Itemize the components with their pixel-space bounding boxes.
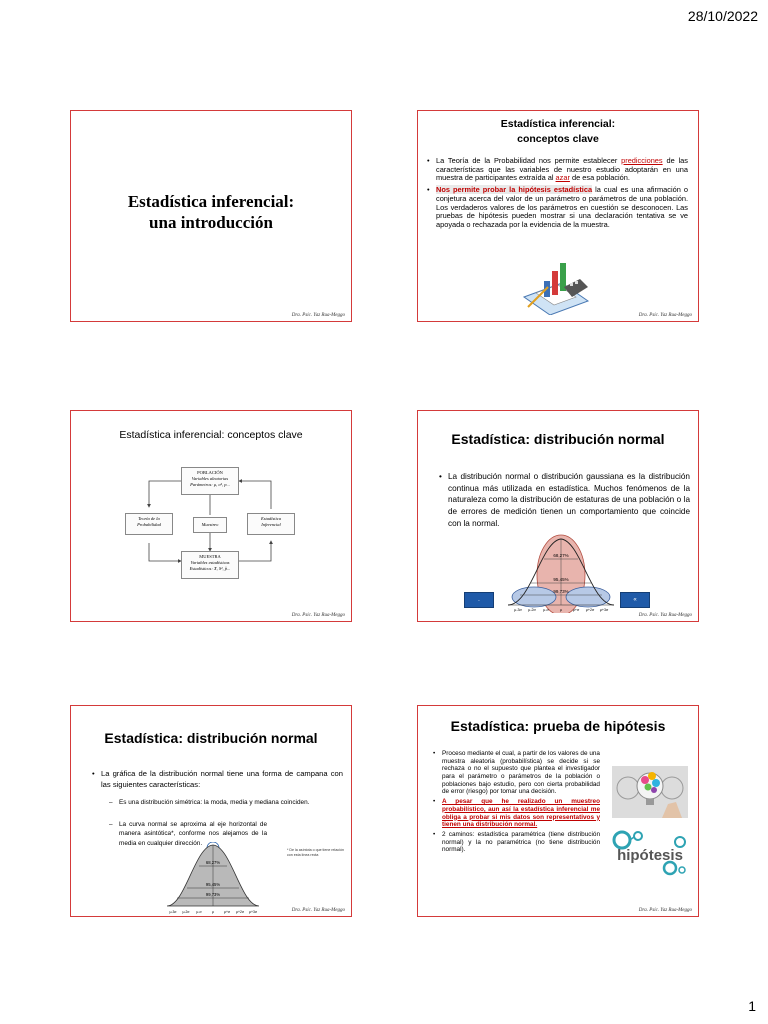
- asintota-note: * De la asíntota o que tiene relación con esta línea recta: [287, 848, 344, 857]
- left-blue-box: .: [464, 592, 494, 608]
- slide-footer: Dra. Psic. Yaz Rua-Meggo: [291, 613, 345, 618]
- bullet-muestreo-probabilistico: • A pesar que he realizado un muestreo probabilístico, aun así la estadística inferencial me obliga a probar si mis datos son representativos y tienen una distribución normal.: [442, 798, 600, 829]
- box-teoria-probabilidad: Teoría de la Probabilidad: [125, 513, 173, 535]
- label-95: 95,45%: [553, 577, 569, 582]
- tick-m1: μ-σ: [543, 608, 549, 612]
- tick-m3: μ-3σ: [169, 910, 177, 914]
- lightbulb-brain-image: [612, 766, 688, 818]
- slide-footer: Dra. Psic. Yaz Rua-Meggo: [638, 908, 692, 913]
- tick-m2: μ-2σ: [528, 608, 536, 612]
- box-estadistica-inferencial: Estadística Inferencial: [247, 513, 295, 535]
- slide-footer: Dra. Psic. Yaz Rua-Meggo: [291, 908, 345, 913]
- tick-p2: μ+2σ: [236, 910, 244, 914]
- label-99: 99,73%: [553, 589, 569, 594]
- tick-mu: μ: [559, 608, 563, 612]
- tick-p3: μ+3σ: [249, 910, 257, 914]
- normal-curve-figure: [506, 531, 616, 613]
- slide-3: [70, 410, 352, 622]
- box-muestreo: Muestreo: [193, 517, 227, 533]
- hipotesis-logo: [608, 828, 694, 878]
- sub-simetrica: – Es una distribución simétrica: la moda, media y mediana coinciden.: [119, 798, 341, 807]
- bullet-campana: • La gráfica de la distribución normal tiene una forma de campana con las siguientes características:: [101, 768, 343, 790]
- page-date: 28/10/2022: [687, 8, 758, 24]
- box-muestra: MUESTRA Variables estadísticas Estadísticos: X̄, S², p̂...: [181, 551, 239, 579]
- bullet-proceso: • Proceso mediante el cual, a partir de los valores de una muestra aleatoria (probabilística) se decide si se rechaza o no el supuesto que plantea el investigador para el parámetro o parámetros de la población o poblaciones bajo estudio, pero con cierta probabilidad de error (riesgo) por tomar una decisión.: [442, 750, 600, 796]
- slide-6: [417, 705, 699, 917]
- hipotesis-logo-text: hipótesis: [617, 847, 683, 864]
- normal-curve-figure-2: [165, 842, 261, 916]
- slide-2-title: Estadística inferencial: conceptos clave: [500, 118, 616, 145]
- slide-5: [70, 705, 352, 917]
- label-68: 68,27%: [205, 860, 221, 865]
- slide-6-title: Estadística: prueba de hipótesis: [450, 718, 666, 734]
- box-poblacion: POBLACIÓN Variables aleatorias Parámetros: μ, σ², p...: [181, 467, 239, 495]
- slide-footer: Dra. Psic. Yaz Rua-Meggo: [638, 613, 692, 618]
- tick-m3: μ-3σ: [514, 608, 522, 612]
- bullet-normal-definition: • La distribución normal o distribución gaussiana es la distribución continua más utilizada en estadística. Muchos fenómenos de la naturaleza como la distribución de estaturas de una población o la de errores de medición tienen un comportamiento que coincide con la normal.: [448, 471, 690, 529]
- label-68: 68,27%: [553, 553, 569, 558]
- slide-1-title: Estadística inferencial: una introducción: [127, 192, 295, 233]
- label-95: 95,45%: [205, 882, 221, 887]
- slide-footer: Dra. Psic. Yaz Rua-Meggo: [638, 313, 692, 318]
- link-predicciones: predicciones: [621, 156, 663, 165]
- page-number: 1: [748, 998, 756, 1014]
- tick-m1: μ-σ: [196, 910, 202, 914]
- slide-4: [417, 410, 699, 622]
- slide-1: [70, 110, 352, 322]
- slide-5-title: Estadística: distribución normal: [104, 730, 318, 746]
- tick-p2: μ+2σ: [585, 608, 595, 612]
- label-99: 99,73%: [205, 892, 221, 897]
- tick-mu: μ: [212, 910, 214, 914]
- bullet-predicciones: • La Teoría de la Probabilidad nos permite establecer predicciones de las características que las variables de nuestro estudio adoptarán en una muestra de participantes extraída al azar de esa población.: [436, 157, 688, 183]
- tick-p3: μ+3σ: [599, 608, 609, 612]
- calculator-chart-illustration: [518, 257, 592, 315]
- bullet-caminos: • 2 caminos: estadística paramétrica (tiene distribución normal) y la no paramétrica (no tiene distribución normal).: [442, 831, 600, 854]
- bullet-hipotesis: • Nos permite probar la hipótesis estadística la cual es una afirmación o conjetura acerca del valor de un parámetro o parámetros de una población. Los verdaderos valores de los parámetros en cuestión se desconocen. Las pruebas de hipótesis pueden mostrar si una declaración tentativa se ve apoyada o rechazada por la evidencia de la muestra.: [436, 186, 688, 230]
- slide-footer: Dra. Psic. Yaz Rua-Meggo: [291, 313, 345, 318]
- sub-asintotica: – La curva normal se aproxima al eje horizontal de manera asintótica*, conforme nos alejamos de la media en cualquier dirección.: [119, 820, 267, 848]
- slide-4-title: Estadística: distribución normal: [451, 431, 665, 447]
- tick-p1: μ+σ: [223, 910, 231, 914]
- right-blue-box: «: [620, 592, 650, 608]
- tick-m2: μ-2σ: [182, 910, 190, 914]
- slide-2: [417, 110, 699, 322]
- tick-p1: μ+σ: [572, 608, 580, 612]
- link-azar: azar: [555, 173, 570, 183]
- slide-3-title: Estadística inferencial: conceptos clave: [119, 429, 303, 441]
